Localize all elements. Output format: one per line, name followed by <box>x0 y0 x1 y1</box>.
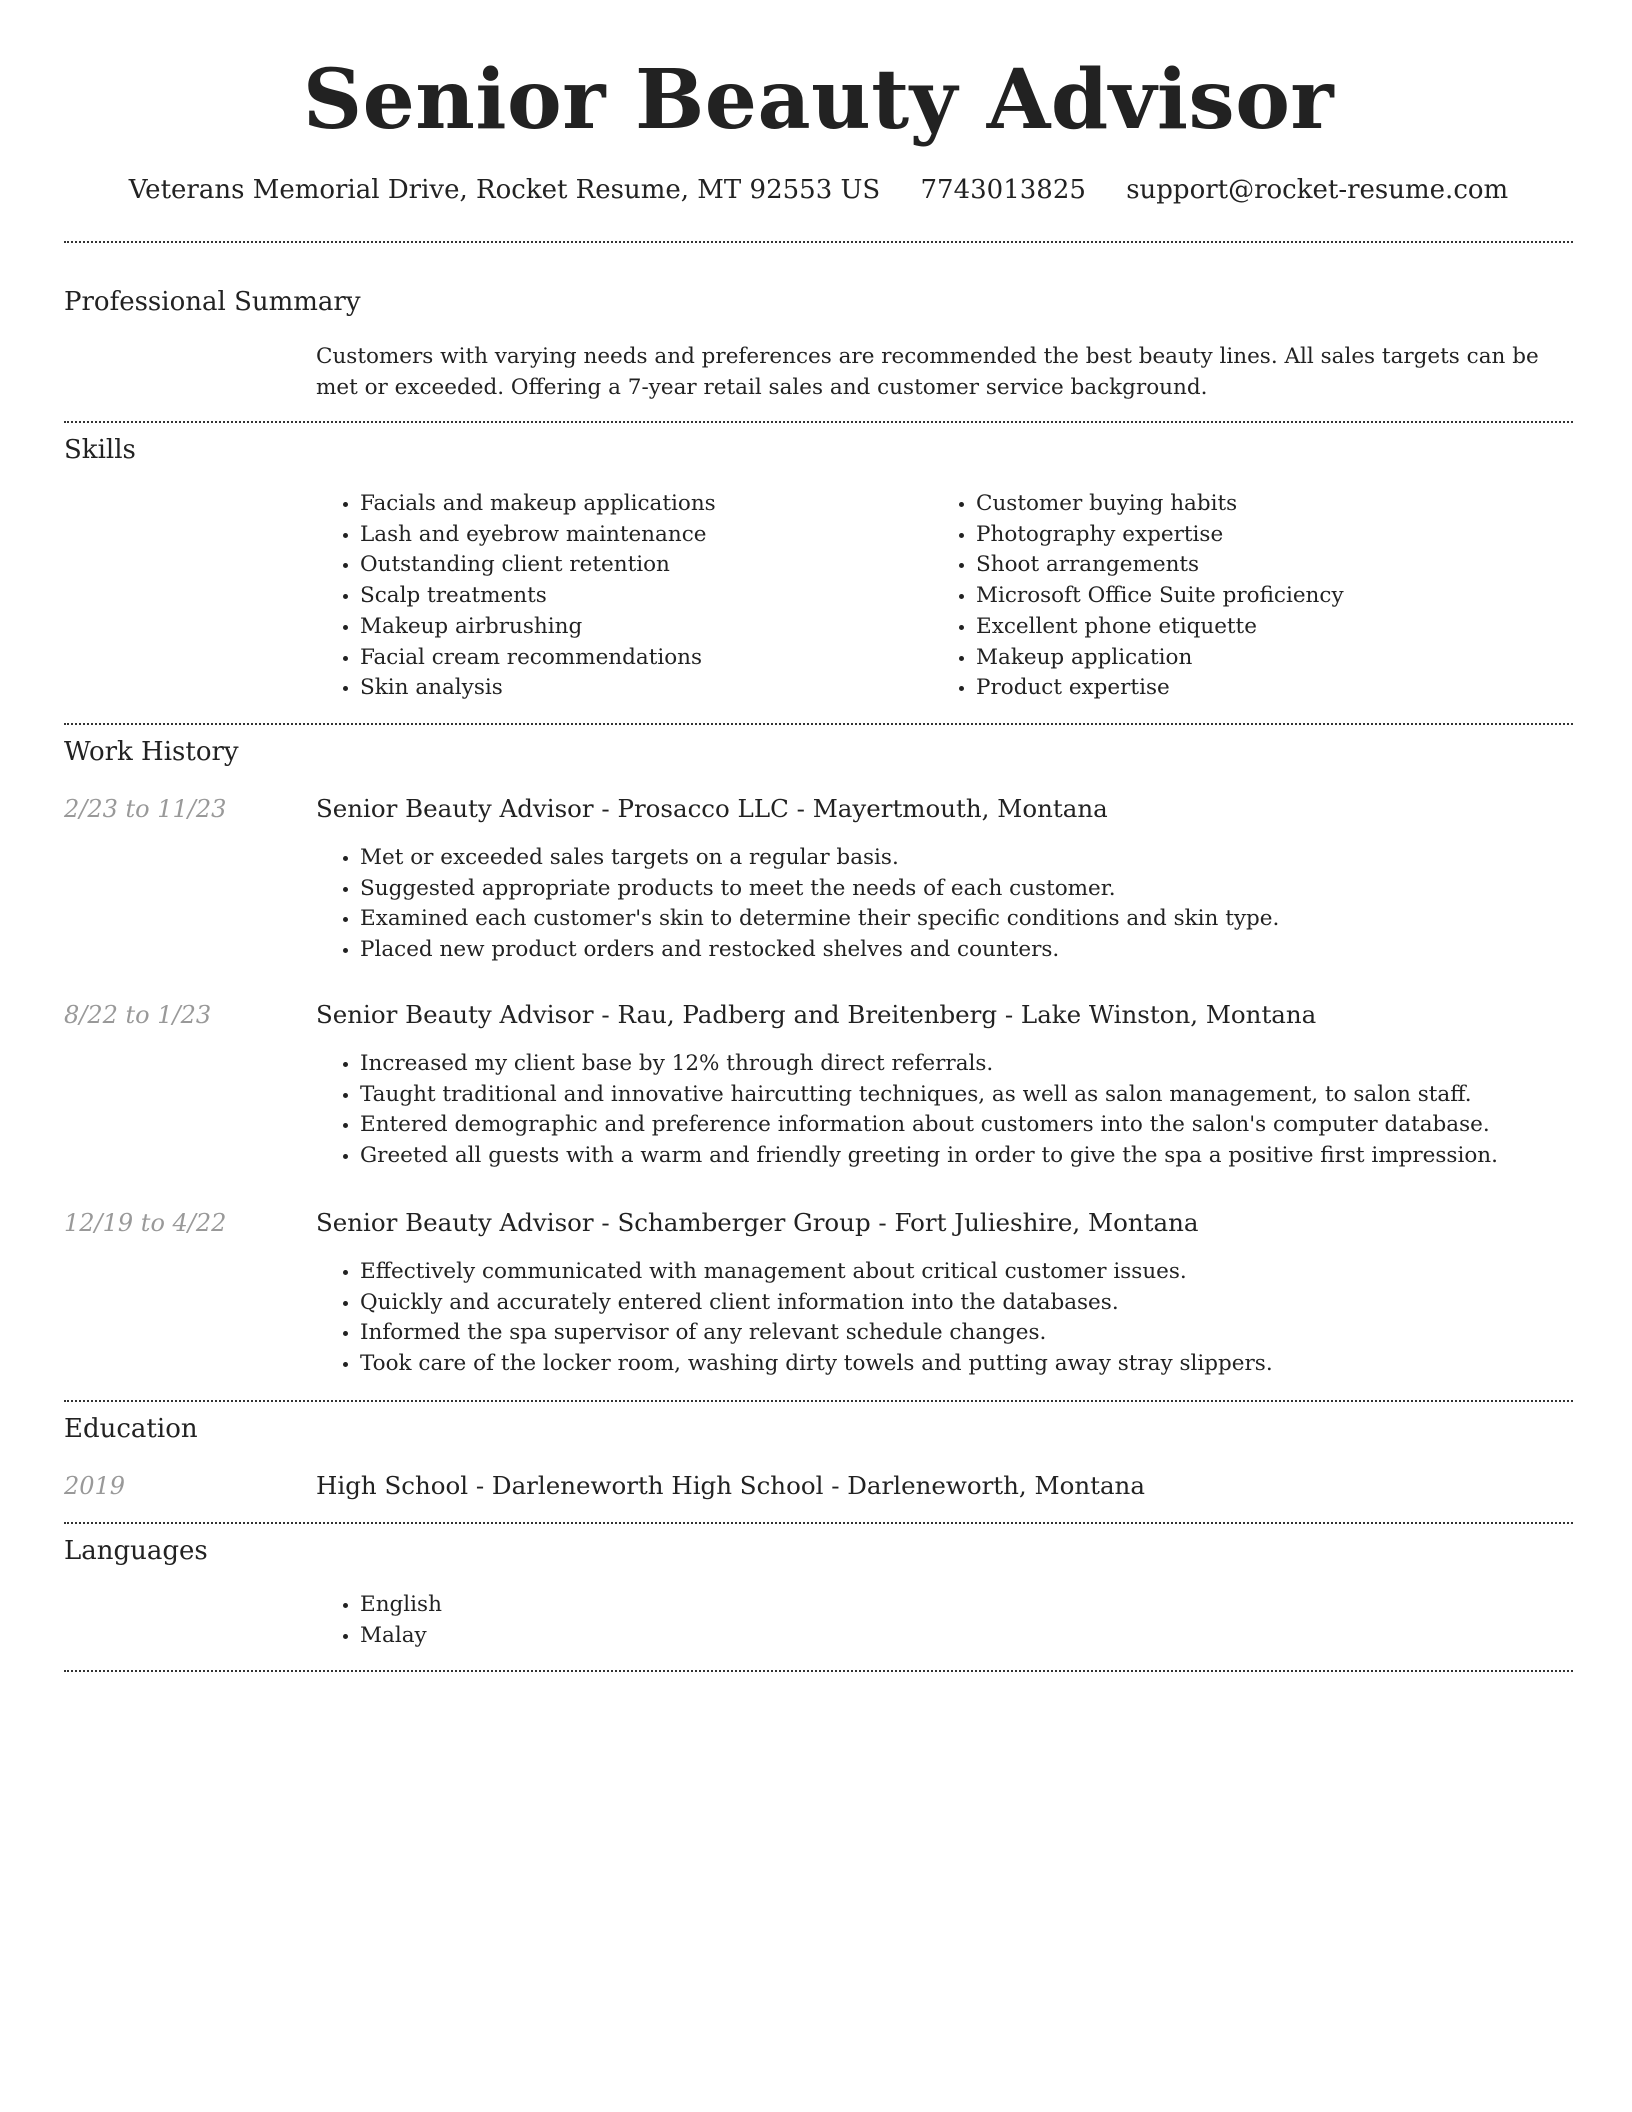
languages-heading: Languages <box>64 1536 208 1566</box>
resume-name: Senior Beauty Advisor <box>302 52 1335 148</box>
skills-heading: Skills <box>64 435 136 465</box>
skill-item: • Skin analysis <box>360 673 940 704</box>
job-title: Senior Beauty Advisor - Prosacco LLC - Mayertmouth, Montana <box>316 794 1108 823</box>
job-dates: 2/23 to 11/23 <box>64 795 227 823</box>
job-dates: 8/22 to 1/23 <box>64 1001 212 1029</box>
job-bullet: • Entered demographic and preference information about customers into the salon's computer database. <box>360 1110 1600 1141</box>
job-bullet: • Effectively communicated with management about critical customer issues. <box>360 1257 1600 1288</box>
contact-phone: 7743013825 <box>920 175 1086 205</box>
skill-item: • Microsoft Office Suite proficiency <box>976 581 1576 612</box>
education-year: 2019 <box>64 1472 126 1500</box>
job-bullet: • Placed new product orders and restocked shelves and counters. <box>360 935 1600 966</box>
skill-item: • Scalp treatments <box>360 581 940 612</box>
job-dates: 12/19 to 4/22 <box>64 1209 227 1237</box>
skill-item: • Product expertise <box>976 673 1576 704</box>
divider <box>64 723 1573 725</box>
divider <box>64 1400 1573 1402</box>
summary-text: Customers with varying needs and preferences are recommended the best beauty lines. All sales targets can be met or exceeded. Offering a 7-year retail sales and customer service background. <box>316 344 1539 400</box>
job-bullet: • Examined each customer's skin to determine their specific conditions and skin type. <box>360 904 1600 935</box>
skill-item: • Lash and eyebrow maintenance <box>360 520 940 551</box>
skills-list-left <box>316 489 940 704</box>
education-degree: High School - Darleneworth High School - Darleneworth, Montana <box>316 1471 1145 1500</box>
job-bullets <box>316 1049 1600 1172</box>
contact-email: support@rocket-resume.com <box>1126 175 1509 205</box>
language-item: • English <box>360 1590 960 1621</box>
summary-heading: Professional Summary <box>64 287 361 317</box>
skill-item: • Shoot arrangements <box>976 550 1576 581</box>
job-bullet: • Increased my client base by 12% through direct referrals. <box>360 1049 1600 1080</box>
languages-list <box>316 1590 960 1651</box>
skill-item: • Customer buying habits <box>976 489 1576 520</box>
skill-item: • Photography expertise <box>976 520 1576 551</box>
job-bullet: • Taught traditional and innovative haircutting techniques, as well as salon management, to salon staff. <box>360 1080 1600 1111</box>
work-heading: Work History <box>64 737 239 767</box>
job-bullets <box>316 843 1600 966</box>
job-title: Senior Beauty Advisor - Rau, Padberg and Breitenberg - Lake Winston, Montana <box>316 1000 1317 1029</box>
language-item: • Malay <box>360 1621 960 1652</box>
contact-address: Veterans Memorial Drive, Rocket Resume, MT 92553 US <box>128 175 881 205</box>
contact-line <box>64 172 1573 208</box>
job-bullet: • Quickly and accurately entered client information into the databases. <box>360 1288 1600 1319</box>
education-heading: Education <box>64 1414 198 1444</box>
job-bullet: • Suggested appropriate products to meet the needs of each customer. <box>360 874 1600 905</box>
skill-item: • Makeup airbrushing <box>360 612 940 643</box>
divider <box>64 1522 1573 1524</box>
job-bullet: • Informed the spa supervisor of any relevant schedule changes. <box>360 1318 1600 1349</box>
job-bullets <box>316 1257 1600 1380</box>
skill-item: • Makeup application <box>976 643 1576 674</box>
skill-item: • Facials and makeup applications <box>360 489 940 520</box>
skills-list-right <box>932 489 1576 704</box>
job-title: Senior Beauty Advisor - Schamberger Group - Fort Julieshire, Montana <box>316 1208 1199 1237</box>
job-bullet: • Greeted all guests with a warm and friendly greeting in order to give the spa a positive first impression. <box>360 1141 1600 1172</box>
skill-item: • Outstanding client retention <box>360 550 940 581</box>
skill-item: • Excellent phone etiquette <box>976 612 1576 643</box>
job-bullet: • Met or exceeded sales targets on a regular basis. <box>360 843 1600 874</box>
job-bullet: • Took care of the locker room, washing dirty towels and putting away stray slippers. <box>360 1349 1600 1380</box>
skill-item: • Facial cream recommendations <box>360 643 940 674</box>
divider <box>64 1670 1573 1672</box>
divider <box>64 241 1573 243</box>
divider <box>64 421 1573 423</box>
